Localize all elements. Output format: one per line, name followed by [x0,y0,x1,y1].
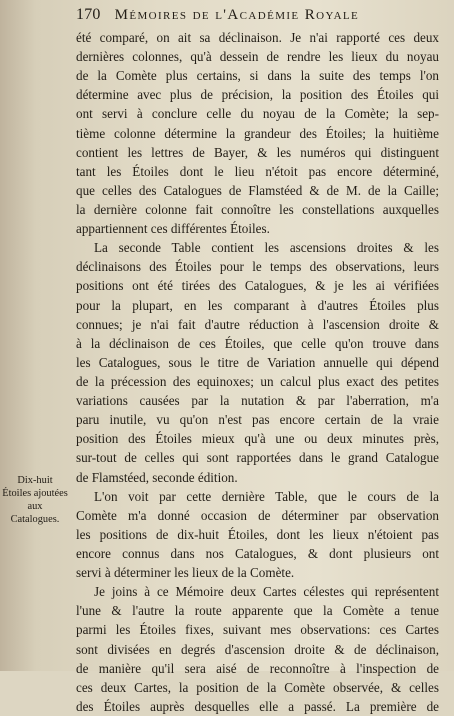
text-line: que celles des Catalogues de Flamstéed & de M. de la Caille; [76,182,439,198]
text-line: L'on voit par cette dernière Table, que le cours de la [94,488,439,504]
text-line: sur-tout de celles qui sont rapportées dans le grand Catalogue [76,450,439,466]
marginal-note-line: Catalogues. [10,514,60,525]
page-number: 170 [76,6,101,23]
text-line: La seconde Table contient les ascensions droites & les [94,240,439,256]
text-line: dernières colonnes, qu'à dessein de rendre les lieux du noyau [76,49,439,65]
running-title: Mémoires de l'Académie Royale [114,7,360,23]
text-line: des Étoiles auprès desquelles elle a passé. La première de [76,698,439,714]
text-line: sont divisées en degrés d'ascension droite & de déclinaison, [76,641,439,657]
text-line: position des Étoiles mieux qu'à une ou deux minutes près, [76,431,439,447]
marginal-note-line: Dix-huit [17,475,53,486]
marginal-note-line: Étoiles ajoutées [2,488,68,499]
text-line: ont servi à conclure celle du noyau de la Comète; la sep- [76,106,439,122]
text-line: les Catalogues, sous le titre de Variation annuelle qui dépend [76,354,439,370]
text-line: variations causées par la nutation & par l'aberration, m'a [76,393,439,409]
text-line: de manière qu'il sera aisé de reconnoître à l'inspection de [76,660,439,676]
text-line: à la déclinaison de ces Étoiles, que celle qu'on trouve dans [76,335,439,351]
text-line: de la Comète plus certains, si dans la suite des temps l'on [76,68,439,84]
running-head [76,6,436,24]
text-line: encore connus dans nos Catalogues, & dont plusieurs ont [76,545,439,561]
body-text [76,28,439,716]
text-line: Je joins à ce Mémoire deux Cartes célestes qui représentent [94,584,439,600]
text-line: déclinaisons des Étoiles pour le temps des observations, leurs [76,259,439,275]
text-line: Comète m'a donné occasion de déterminer par observation [76,507,439,523]
text-line: l'une & l'autre la route apparente que la Comète a tenue [76,603,439,619]
text-line: pour la plupart, en les comparant à d'autres Étoiles plus [76,297,439,313]
text-line: de Flamstéed, seconde édition. [76,469,238,485]
text-line: contient les lettres de Bayer, & les numéros qui distinguent [76,144,439,160]
text-line: les positions de dix-huit Étoiles, dont les lieux n'étoient pas [76,526,439,542]
text-line: servi à déterminer les lieux de la Comète. [76,565,295,581]
text-line: appartiennent ces différentes Étoiles. [76,221,270,237]
text-line: ces deux Cartes, la position de la Comète observée, & celles [76,679,439,695]
marginal-note-line: aux [27,501,43,512]
text-line: été comparé, on ait sa déclinaison. Je n'ai rapporté ces deux [76,30,439,45]
text-line: parmi les Étoiles fixes, suivant mes observations: ces Cartes [76,622,439,638]
text-line: positions ont été tirées des Catalogues, & je les ai vérifiées [76,278,439,294]
text-line: tant les Étoiles dont le lieu n'étoit pas encore déterminé, [76,163,439,179]
text-line: de la précession des equinoxes; un calcul plus exact des petites [76,373,439,389]
text-line: connues; je n'ai fait d'autre réduction à l'ascension droite & [76,316,439,332]
text-line: la dernière colonne fait connoître les constellations auxquelles [76,201,439,217]
text-line: tième colonne détermine la grandeur des Étoiles; la huitième [76,125,439,141]
text-line: paru inutile, vu qu'on n'est pas encore certain de la vraie [76,412,439,428]
text-line: détermine avec plus de précision, la position des Étoiles qui [76,87,439,103]
marginal-note [2,474,68,526]
